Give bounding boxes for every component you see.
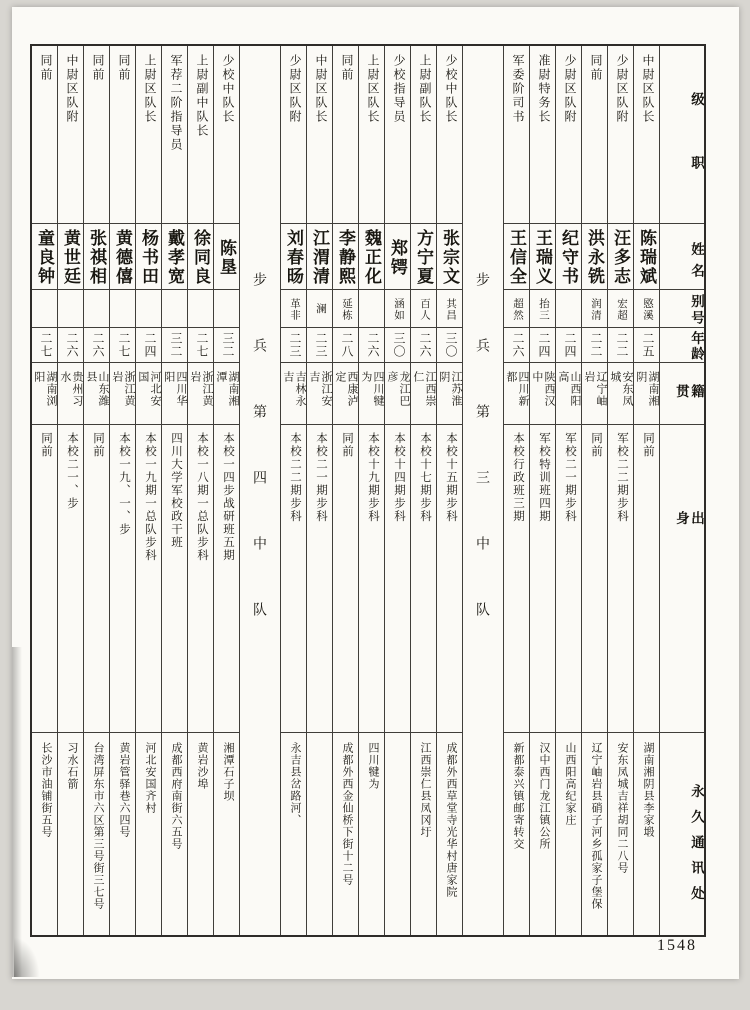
cell-native: 山西阳高 xyxy=(556,363,581,425)
cell-rank: 中尉区队附 xyxy=(58,46,83,224)
cell-rank: 同前 xyxy=(333,46,358,224)
cell-native: 山东潍县 xyxy=(84,363,109,425)
cell-alias: 澜 xyxy=(307,290,332,328)
cell-rank: 同前 xyxy=(582,46,607,224)
member-column xyxy=(306,46,332,935)
cell-name: 黄德僖 xyxy=(110,224,135,290)
cell-name: 汪多志 xyxy=(608,224,633,290)
cell-name: 魏正化 xyxy=(359,224,384,290)
cell-name: 戴孝宽 xyxy=(162,224,187,290)
cell-address: 山西阳高纪家庄 xyxy=(564,742,576,826)
cell-rank: 少尉区队附 xyxy=(281,46,306,224)
cell-origin: 同前 xyxy=(582,425,607,733)
cell-native: 湖南浏阳 xyxy=(32,363,57,425)
cell-age: 二六 xyxy=(58,328,83,363)
cell-native: 安东凤城 xyxy=(608,363,633,425)
cell-native: 江苏淮阴 xyxy=(437,363,462,425)
member-column xyxy=(135,46,161,935)
cell-address: 成都西府南街六五号 xyxy=(170,742,182,850)
cell-native: 四川新都 xyxy=(504,363,529,425)
cell-origin: 军校二二期步科 xyxy=(608,425,633,733)
cell-origin: 本校一八期一总队步科 xyxy=(188,425,213,733)
cell-alias: 润清 xyxy=(582,290,607,328)
cell-age: 二二 xyxy=(582,328,607,363)
cell-address: 成都外西草堂寺光华村唐家院 xyxy=(445,742,457,898)
cell-native: 湖南湘阴 xyxy=(634,363,659,425)
member-column xyxy=(213,46,239,935)
cell-age: 二六 xyxy=(84,328,109,363)
cell-rank: 准尉特务长 xyxy=(530,46,555,224)
cell-rank: 同前 xyxy=(84,46,109,224)
cell-origin: 本校一九期一总队步科 xyxy=(136,425,161,733)
cell-address: 黄岩沙埠 xyxy=(196,742,208,790)
cell-age: 二二 xyxy=(608,328,633,363)
cell-origin: 本校十七期步科 xyxy=(411,425,436,733)
cell-alias: 愍溪 xyxy=(634,290,659,328)
member-column xyxy=(57,46,83,935)
member-column xyxy=(384,46,410,935)
document-page xyxy=(12,7,739,979)
cell-name: 童良钟 xyxy=(32,224,57,290)
cell-alias: 革非 xyxy=(281,290,306,328)
cell-age: 二六 xyxy=(411,328,436,363)
cell-alias: 延栋 xyxy=(333,290,358,328)
cell-age: 二三 xyxy=(281,328,306,363)
cell-rank: 上尉区队长 xyxy=(359,46,384,224)
cell-address: 习水石箭 xyxy=(66,742,78,790)
cell-native: 河北安国 xyxy=(136,363,161,425)
cell-name: 方宁夏 xyxy=(411,224,436,290)
member-column xyxy=(332,46,358,935)
cell-origin: 本校一四步战研班五期 xyxy=(214,425,239,733)
cell-alias: 抬三 xyxy=(530,290,555,328)
cell-name: 张宗文 xyxy=(437,224,462,290)
cell-age: 二三 xyxy=(307,328,332,363)
section-column xyxy=(462,46,503,935)
cell-address xyxy=(307,733,332,935)
cell-address: 湘潭石子坝 xyxy=(222,742,234,802)
page-number: 1548 xyxy=(657,937,697,954)
cell-native: 浙江安吉 xyxy=(307,363,332,425)
cell-age: 三二 xyxy=(214,328,239,363)
member-column xyxy=(109,46,135,935)
section-column xyxy=(239,46,280,935)
cell-name: 纪守书 xyxy=(556,224,581,290)
member-column xyxy=(633,46,659,935)
cell-age: 二八 xyxy=(333,328,358,363)
cell-alias: 涵如 xyxy=(385,290,410,328)
cell-alias: 其昌 xyxy=(437,290,462,328)
cell-rank: 中尉区队长 xyxy=(634,46,659,224)
cell-rank: 同前 xyxy=(32,46,57,224)
cell-address: 台湾屏东市六区第三号街三七号 xyxy=(92,742,104,910)
header-age: 年龄 xyxy=(660,328,704,363)
cell-age: 二四 xyxy=(136,328,161,363)
member-column xyxy=(581,46,607,935)
cell-native: 江西崇仁 xyxy=(411,363,436,425)
member-column xyxy=(410,46,436,935)
cell-alias xyxy=(556,290,581,328)
cell-alias xyxy=(32,290,57,328)
cell-age: 二六 xyxy=(359,328,384,363)
member-column xyxy=(161,46,187,935)
header-origin: 出身 xyxy=(660,425,704,733)
cell-alias xyxy=(58,290,83,328)
cell-address: 黄岩管驿巷六四号 xyxy=(118,742,130,838)
member-column xyxy=(607,46,633,935)
cell-alias: 宏超 xyxy=(608,290,633,328)
cell-rank: 同前 xyxy=(110,46,135,224)
cell-alias xyxy=(84,290,109,328)
cell-alias xyxy=(214,290,239,328)
cell-rank: 军荐二阶指导员 xyxy=(162,46,187,224)
scan-smudge-corner xyxy=(14,937,40,977)
cell-rank: 中尉区队长 xyxy=(307,46,332,224)
cell-alias: 百人 xyxy=(411,290,436,328)
cell-native: 贵州习水 xyxy=(58,363,83,425)
cell-origin: 本校行政班三期 xyxy=(504,425,529,733)
section-header: 步兵第三中队 xyxy=(474,272,489,668)
cell-address xyxy=(385,733,410,935)
cell-name: 王瑞义 xyxy=(530,224,555,290)
cell-name: 徐同良 xyxy=(188,224,213,290)
cell-age: 三〇 xyxy=(437,328,462,363)
cell-rank: 少校指导员 xyxy=(385,46,410,224)
cell-age: 二四 xyxy=(556,328,581,363)
cell-rank: 军委阶司书 xyxy=(504,46,529,224)
member-column xyxy=(32,46,57,935)
cell-native: 浙江黄岩 xyxy=(110,363,135,425)
cell-name: 张祺相 xyxy=(84,224,109,290)
member-column xyxy=(187,46,213,935)
header-column xyxy=(659,46,704,935)
member-column xyxy=(280,46,306,935)
cell-origin: 军校二一期步科 xyxy=(556,425,581,733)
header-rank: 级职 xyxy=(660,46,704,224)
cell-age: 二四 xyxy=(530,328,555,363)
cell-origin: 军校特训班四期 xyxy=(530,425,555,733)
cell-native: 吉林永吉 xyxy=(281,363,306,425)
cell-origin: 本校二一期步科 xyxy=(307,425,332,733)
cell-native: 龙江巴彦 xyxy=(385,363,410,425)
cell-native: 四川华阳 xyxy=(162,363,187,425)
cell-rank: 上尉副队长 xyxy=(411,46,436,224)
cell-native: 辽宁岫岩 xyxy=(582,363,607,425)
member-column xyxy=(436,46,462,935)
cell-address: 长沙市油铺街五号 xyxy=(40,742,52,838)
scan-smudge xyxy=(12,647,22,977)
cell-age: 二五 xyxy=(634,328,659,363)
cell-age: 二七 xyxy=(188,328,213,363)
cell-address: 河北安国齐村 xyxy=(144,742,156,814)
cell-address: 汉中西门龙江镇公所 xyxy=(538,742,550,850)
section-header: 步兵第四中队 xyxy=(251,272,266,668)
cell-age: 二七 xyxy=(110,328,135,363)
cell-alias xyxy=(136,290,161,328)
cell-native: 西康泸定 xyxy=(333,363,358,425)
cell-alias xyxy=(359,290,384,328)
cell-address: 新都泰兴镇邮寄转交 xyxy=(512,742,524,850)
cell-name: 李静熙 xyxy=(333,224,358,290)
member-column xyxy=(358,46,384,935)
header-name: 姓名 xyxy=(660,224,704,290)
header-native: 籍贯 xyxy=(660,363,704,425)
cell-address: 辽宁岫岩县硝子河乡孤家子堡保 xyxy=(590,742,602,910)
cell-origin: 本校一九、一、步 xyxy=(110,425,135,733)
member-column xyxy=(555,46,581,935)
cell-alias xyxy=(110,290,135,328)
cell-address: 江西崇仁县凤冈圩 xyxy=(419,742,431,838)
cell-age: 二六 xyxy=(504,328,529,363)
cell-rank: 少尉区队附 xyxy=(556,46,581,224)
cell-name: 江渭清 xyxy=(307,224,332,290)
cell-name: 杨书田 xyxy=(136,224,161,290)
cell-native: 四川犍为 xyxy=(359,363,384,425)
cell-address: 永吉县岔路河、 xyxy=(289,742,301,826)
cell-origin: 本校十四期步科 xyxy=(385,425,410,733)
member-column xyxy=(503,46,529,935)
cell-origin: 本校十九期步科 xyxy=(359,425,384,733)
cell-name: 黄世廷 xyxy=(58,224,83,290)
cell-age: 三二 xyxy=(162,328,187,363)
member-column xyxy=(83,46,109,935)
header-alias: 别号 xyxy=(660,290,704,328)
cell-address: 四川犍为 xyxy=(367,742,379,790)
member-column xyxy=(529,46,555,935)
cell-origin: 同前 xyxy=(32,425,57,733)
cell-age: 三〇 xyxy=(385,328,410,363)
cell-alias xyxy=(188,290,213,328)
cell-native: 湖南湘潭 xyxy=(214,363,239,425)
cell-age: 二七 xyxy=(32,328,57,363)
cell-address: 湖南湘阴县李家塅 xyxy=(642,742,654,838)
cell-alias: 超然 xyxy=(504,290,529,328)
cell-native: 陕西汉中 xyxy=(530,363,555,425)
cell-rank: 少尉区队附 xyxy=(608,46,633,224)
cell-origin: 同前 xyxy=(634,425,659,733)
header-address: 永久通讯处 xyxy=(689,784,704,912)
cell-rank: 少校中队长 xyxy=(437,46,462,224)
cell-rank: 少校中队长 xyxy=(214,46,239,224)
cell-rank: 上尉区队长 xyxy=(136,46,161,224)
cell-name: 陈垦 xyxy=(214,224,239,290)
cell-origin: 同前 xyxy=(84,425,109,733)
cell-name: 郑锷 xyxy=(385,224,410,290)
cell-origin: 同前 xyxy=(333,425,358,733)
cell-origin: 本校二二期步科 xyxy=(281,425,306,733)
roster-table xyxy=(30,44,706,937)
cell-origin: 四川大学军校政干班 xyxy=(162,425,187,733)
cell-name: 陈瑞斌 xyxy=(634,224,659,290)
cell-native: 浙江黄岩 xyxy=(188,363,213,425)
cell-name: 洪永铣 xyxy=(582,224,607,290)
cell-alias xyxy=(162,290,187,328)
cell-name: 王信全 xyxy=(504,224,529,290)
cell-rank: 上尉副中队长 xyxy=(188,46,213,224)
cell-origin: 本校二一、步 xyxy=(58,425,83,733)
cell-address: 安东凤城吉祥胡同二八号 xyxy=(616,742,628,874)
cell-origin: 本校十五期步科 xyxy=(437,425,462,733)
cell-address: 成都外西金仙桥下街十二号 xyxy=(341,742,353,886)
cell-name: 刘春旸 xyxy=(281,224,306,290)
